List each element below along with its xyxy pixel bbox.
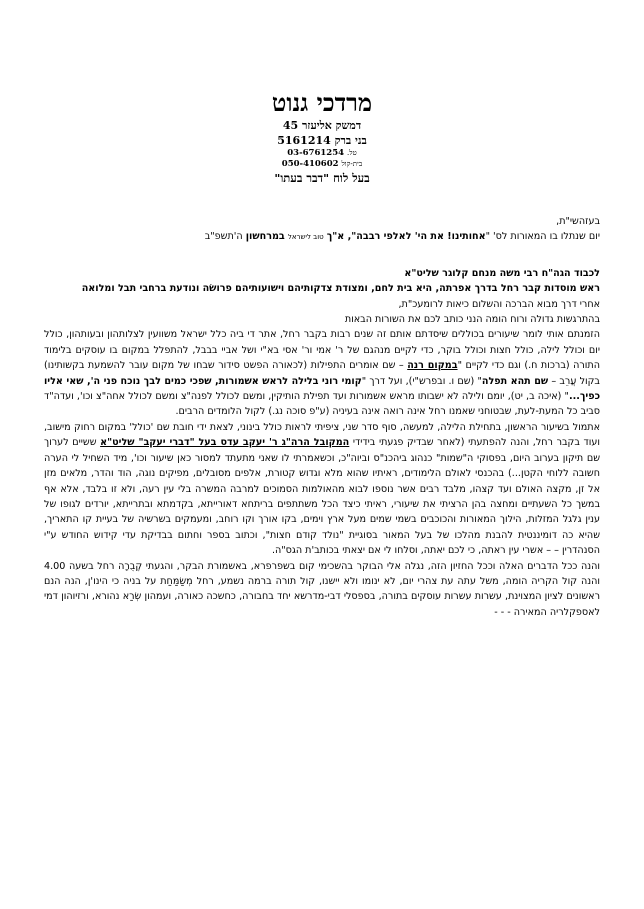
p3-bold-2: שם תהא תפלה [481,375,549,387]
letterhead [0,88,644,186]
body-paragraph-1 [44,327,600,419]
p3-text-4: " (איכה ב, יט), יומם ולילה לא ישבותו מראש אשמורות ועד תפילת הותיקין, ומשם לכולל לפנה"צ ומשם לכולל אחה"צ וכו', ועדה"ד סביב כל המעת-לעת, שבטוחני שאמנו רחל אינה רואה אינה בעיניה (ע"פ סוכה נג.) לקול הלומדים הרבים. [44,391,600,418]
intro-paragraph: בהתרגשות גדולה ורוח הומה הנני כותב לכם את השורות הבאות [344,314,600,326]
sender-street: דמשק אליעזר 45 [282,119,362,132]
date-pre: יום שנתלו בו המאורות לס' " [485,231,600,243]
p3-text-3: " (שם ו. ובפרש"י), ועל דרך " [361,375,482,387]
greeting-paragraph: אחרי דרך מבוא הברכה והשלום כיאות לרומעכ"ת, [398,298,600,310]
phone-number: 03-6761254 [287,148,345,158]
p3-text-1: הזמנתם אותי לומר שיעורים בכוללים שיסדתם אותם זה שנים רבות בקבר רחל, אתר די ביה כלל ישראל משוועין לצלותהון ובעותהון, כולל יום וכולל לילה, כולל חצות וכולל בוקר, כדי לקיים מנהגם של ר' אמי ור' אסי בא"י ושל אביי בבבל, להתפלל במקום בו עוסקים בלימוד התורה (ברכות ח.) וגם כדי לקיים " [44,329,600,372]
body-paragraph-2 [44,420,600,559]
p4-bold-1: המקובל הרה"ג ר' יעקב עדס בעל "דברי יעקב" שליט"א [100,437,350,449]
p3-bold-3: קומי רוני בלילה לראש אשמורות, שפכי כמים לבך נוכח פני ה', שאי אליו כפיך... [44,375,600,403]
date-small: טוב לישראל [287,233,324,242]
date-bold: אחותינו! את הי' לאלפי רבבה", א"ך [326,231,486,243]
letter-heading: ראש מוסדות קבר רחל בדרך אפרתה, היא בית לחם, ומצודת צדקותיהם וישועותיהם פרושׂה ונודעת ברחבי תבל ומלואה [81,283,600,295]
body-paragraph-3: והנה ככל הדברים האלה וככל החזיון הזה, נגלה אלי הבוקר בהשכימי קום בשפרפרא, באשמורת הבקר, והגעתי קֶבֻרָה רחל בשעה 4.00 והנה קול הקריה הומה, משל עתה עת צהרי יום, לא ינומו ולא יישנו, קול תורה ברמה נשמע, רחל מְשַׂמַּחַת על בניה כי הינו'ן, הנה הנם ראשונים לציון המצוינת, עשרות עשרות עוסקים בתורה, בספסלי דבי-מדרשא יחד בחבורה, כחשכה כאורה, ועמהון שְׂרַא נהורא, ורזיוהון דמי לאספקלריה המאירה - - - [44,560,600,618]
addressee: לכבוד הגה"ח רבי משה מנחם קלוגר שליט"א [404,267,600,279]
sender-phone [0,148,644,159]
p3-bold-1: במקום רנה [407,360,458,372]
p4-text-2: ששיים לערוך שם תיקון בערוב היום, בפסוקי ה"שמות" כנהוג ביהכנ"ס וביוה"כ, וכשאמרתי לו שאני מתעתד למסור כאן שיעור וכו', מיד השחיל לי הערה חשובה ללוחי הקטן...) בהכנסי לאולם הלימודים, ראיתיו שהוא מלא וגדוש קטורת, אלפים מסובלים, מפיקים נוגה, הוד והדר, מלאים מזן אל זן, מקצה האולם ועד קצהו, מלבד רבים אשר נוספו לבוא מהאולמות הסמוכים למרבה המשרה בלי עין רעה, ולא זו בלבד, אלא אף במשך כל השעתיים ומחצה בהן הרציתי את שיעורי, ראיתי כיצד הכל משתתפים בריתחא דאורייתא, בקדמתא ובתרייתא, יורדים לגופו של ענין גלגל המזלות, הילוך המאורות והכוכבים בשמי שמים מעל ארץ וימים, בקו אורך וקו רוחב, ומעמקים בשרשיה של בעיית קו התאריך, שהיא כה דומיננטית להבנת מהלכו של בעל המאור בסוגיית "נולד קודם חצות", וכתוב בספר וחתום בבדיקת עדי קידוש החודש ע"י הסנהדרין – – אשרי עין ראתה, כי לכם יאתה, וסלחו לי אם יצאתי בכותב'ת הגס"ה. [44,437,600,557]
sender-name: מרדכי גנוט [271,88,373,117]
sender-mobile [0,159,644,170]
sender-city: בני ברק 5161214 [277,134,367,147]
date-opening: בעזהשי"ת, [556,216,600,227]
date-month: במרחשון [245,231,285,243]
p4-text-1: אתמול בשיעור הראשון, בתחילת הלילה, למעשה, סוף סדר שני, ציפיתי לראות כולל בינוני, לצאת ידי חובת שם 'כולל' במקום רחוק מישוב, ועוד בקבר רחל, והנה להפתעתי (לאחר שבדיק פגעתי בידידי [44,421,600,449]
mobile-number: 050-410602 [281,159,339,169]
mobile-label: בית-קול [341,160,363,168]
date-line [44,229,600,245]
phone-label: טל. [347,149,357,157]
p3-text-2: – שם אומרים התפילות (לכאורה הפשט סידור שבחו של מקום עובר להשמעת בקשותינו) בקול עֲרֵב – [44,360,600,387]
date-year: ה'תשפ"ב [204,231,243,243]
letter-body [44,214,600,620]
sender-tagline: בעל לוח "דבר בעתו" [274,171,370,185]
